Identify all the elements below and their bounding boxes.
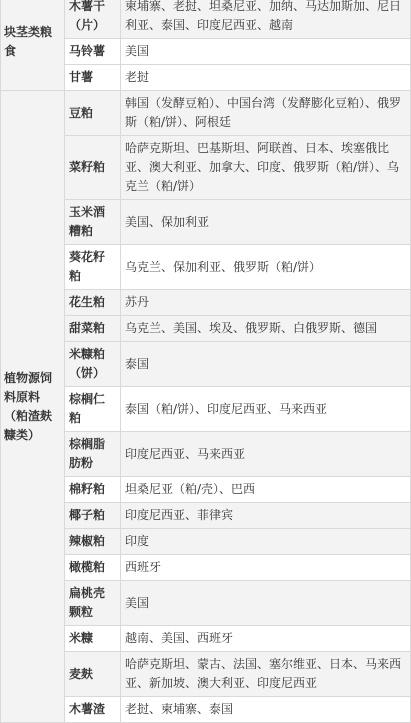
- group-name: 植物源饲料原料（粕渣麸糠类）: [1, 91, 65, 723]
- item-name: 椰子粕: [65, 503, 121, 529]
- item-name: 米糠粕（饼）: [65, 342, 121, 387]
- item-origins: 泰国（粕/饼）、印度尼西亚、马来西亚: [121, 387, 411, 432]
- item-origins: 印度尼西亚、菲律宾: [121, 503, 411, 529]
- item-origins: 哈萨克斯坦、巴基斯坦、阿联酋、日本、埃塞俄比亚、澳大利亚、加拿大、印度、俄罗斯（粕/饼）、乌克兰（粕/饼）: [121, 136, 411, 200]
- item-name: 棉籽粕: [65, 477, 121, 503]
- item-name: 米糠: [65, 626, 121, 652]
- item-name: 甜菜粕: [65, 316, 121, 342]
- item-name: 棕榈仁粕: [65, 387, 121, 432]
- item-origins: 印度尼西亚、马来西亚: [121, 432, 411, 477]
- item-origins: 印度: [121, 529, 411, 555]
- item-name: 木薯渣: [65, 697, 121, 723]
- item-name: 葵花籽粕: [65, 245, 121, 290]
- item-name: 豆粕: [65, 91, 121, 136]
- table-body: [1, 0, 411, 723]
- item-origins: 美国、保加利亚: [121, 200, 411, 245]
- item-name: 棕榈脂肪粉: [65, 432, 121, 477]
- item-name: 扁桃壳颗粒: [65, 581, 121, 626]
- item-name: 辣椒粕: [65, 529, 121, 555]
- item-name: 花生粕: [65, 290, 121, 316]
- item-origins: 坦桑尼亚（粕/壳）、巴西: [121, 477, 411, 503]
- table-row: [1, 0, 411, 39]
- item-origins: 美国: [121, 39, 411, 65]
- item-origins: 美国: [121, 581, 411, 626]
- item-name: 玉米酒糟粕: [65, 200, 121, 245]
- item-name: 马铃薯: [65, 39, 121, 65]
- item-origins: 苏丹: [121, 290, 411, 316]
- item-origins: 乌克兰、美国、埃及、俄罗斯、白俄罗斯、德国: [121, 316, 411, 342]
- item-name: 木薯干（片）: [65, 0, 121, 39]
- item-name: 橄榄粕: [65, 555, 121, 581]
- item-origins: 柬埔寨、老挝、坦桑尼亚、加纳、马达加斯加、尼日利亚、泰国、印度尼西亚、越南: [121, 0, 411, 39]
- group-name: 块茎类粮食: [1, 0, 65, 91]
- item-name: 麦麸: [65, 652, 121, 697]
- item-origins: 越南、美国、西班牙: [121, 626, 411, 652]
- item-origins: 韩国（发酵豆粕）、中国台湾（发酵膨化豆粕）、俄罗斯（粕/饼）、阿根廷: [121, 91, 411, 136]
- item-origins: 乌克兰、保加利亚、俄罗斯（粕/饼）: [121, 245, 411, 290]
- item-origins: 老挝、柬埔寨、泰国: [121, 697, 411, 723]
- item-origins: 老挝: [121, 65, 411, 91]
- item-name: 菜籽粕: [65, 136, 121, 200]
- item-origins: 泰国: [121, 342, 411, 387]
- table-row: [1, 91, 411, 136]
- item-origins: 哈萨克斯坦、蒙古、法国、塞尔维亚、日本、马来西亚、新加坡、澳大利亚、印度尼西亚: [121, 652, 411, 697]
- item-origins: 西班牙: [121, 555, 411, 581]
- item-name: 甘薯: [65, 65, 121, 91]
